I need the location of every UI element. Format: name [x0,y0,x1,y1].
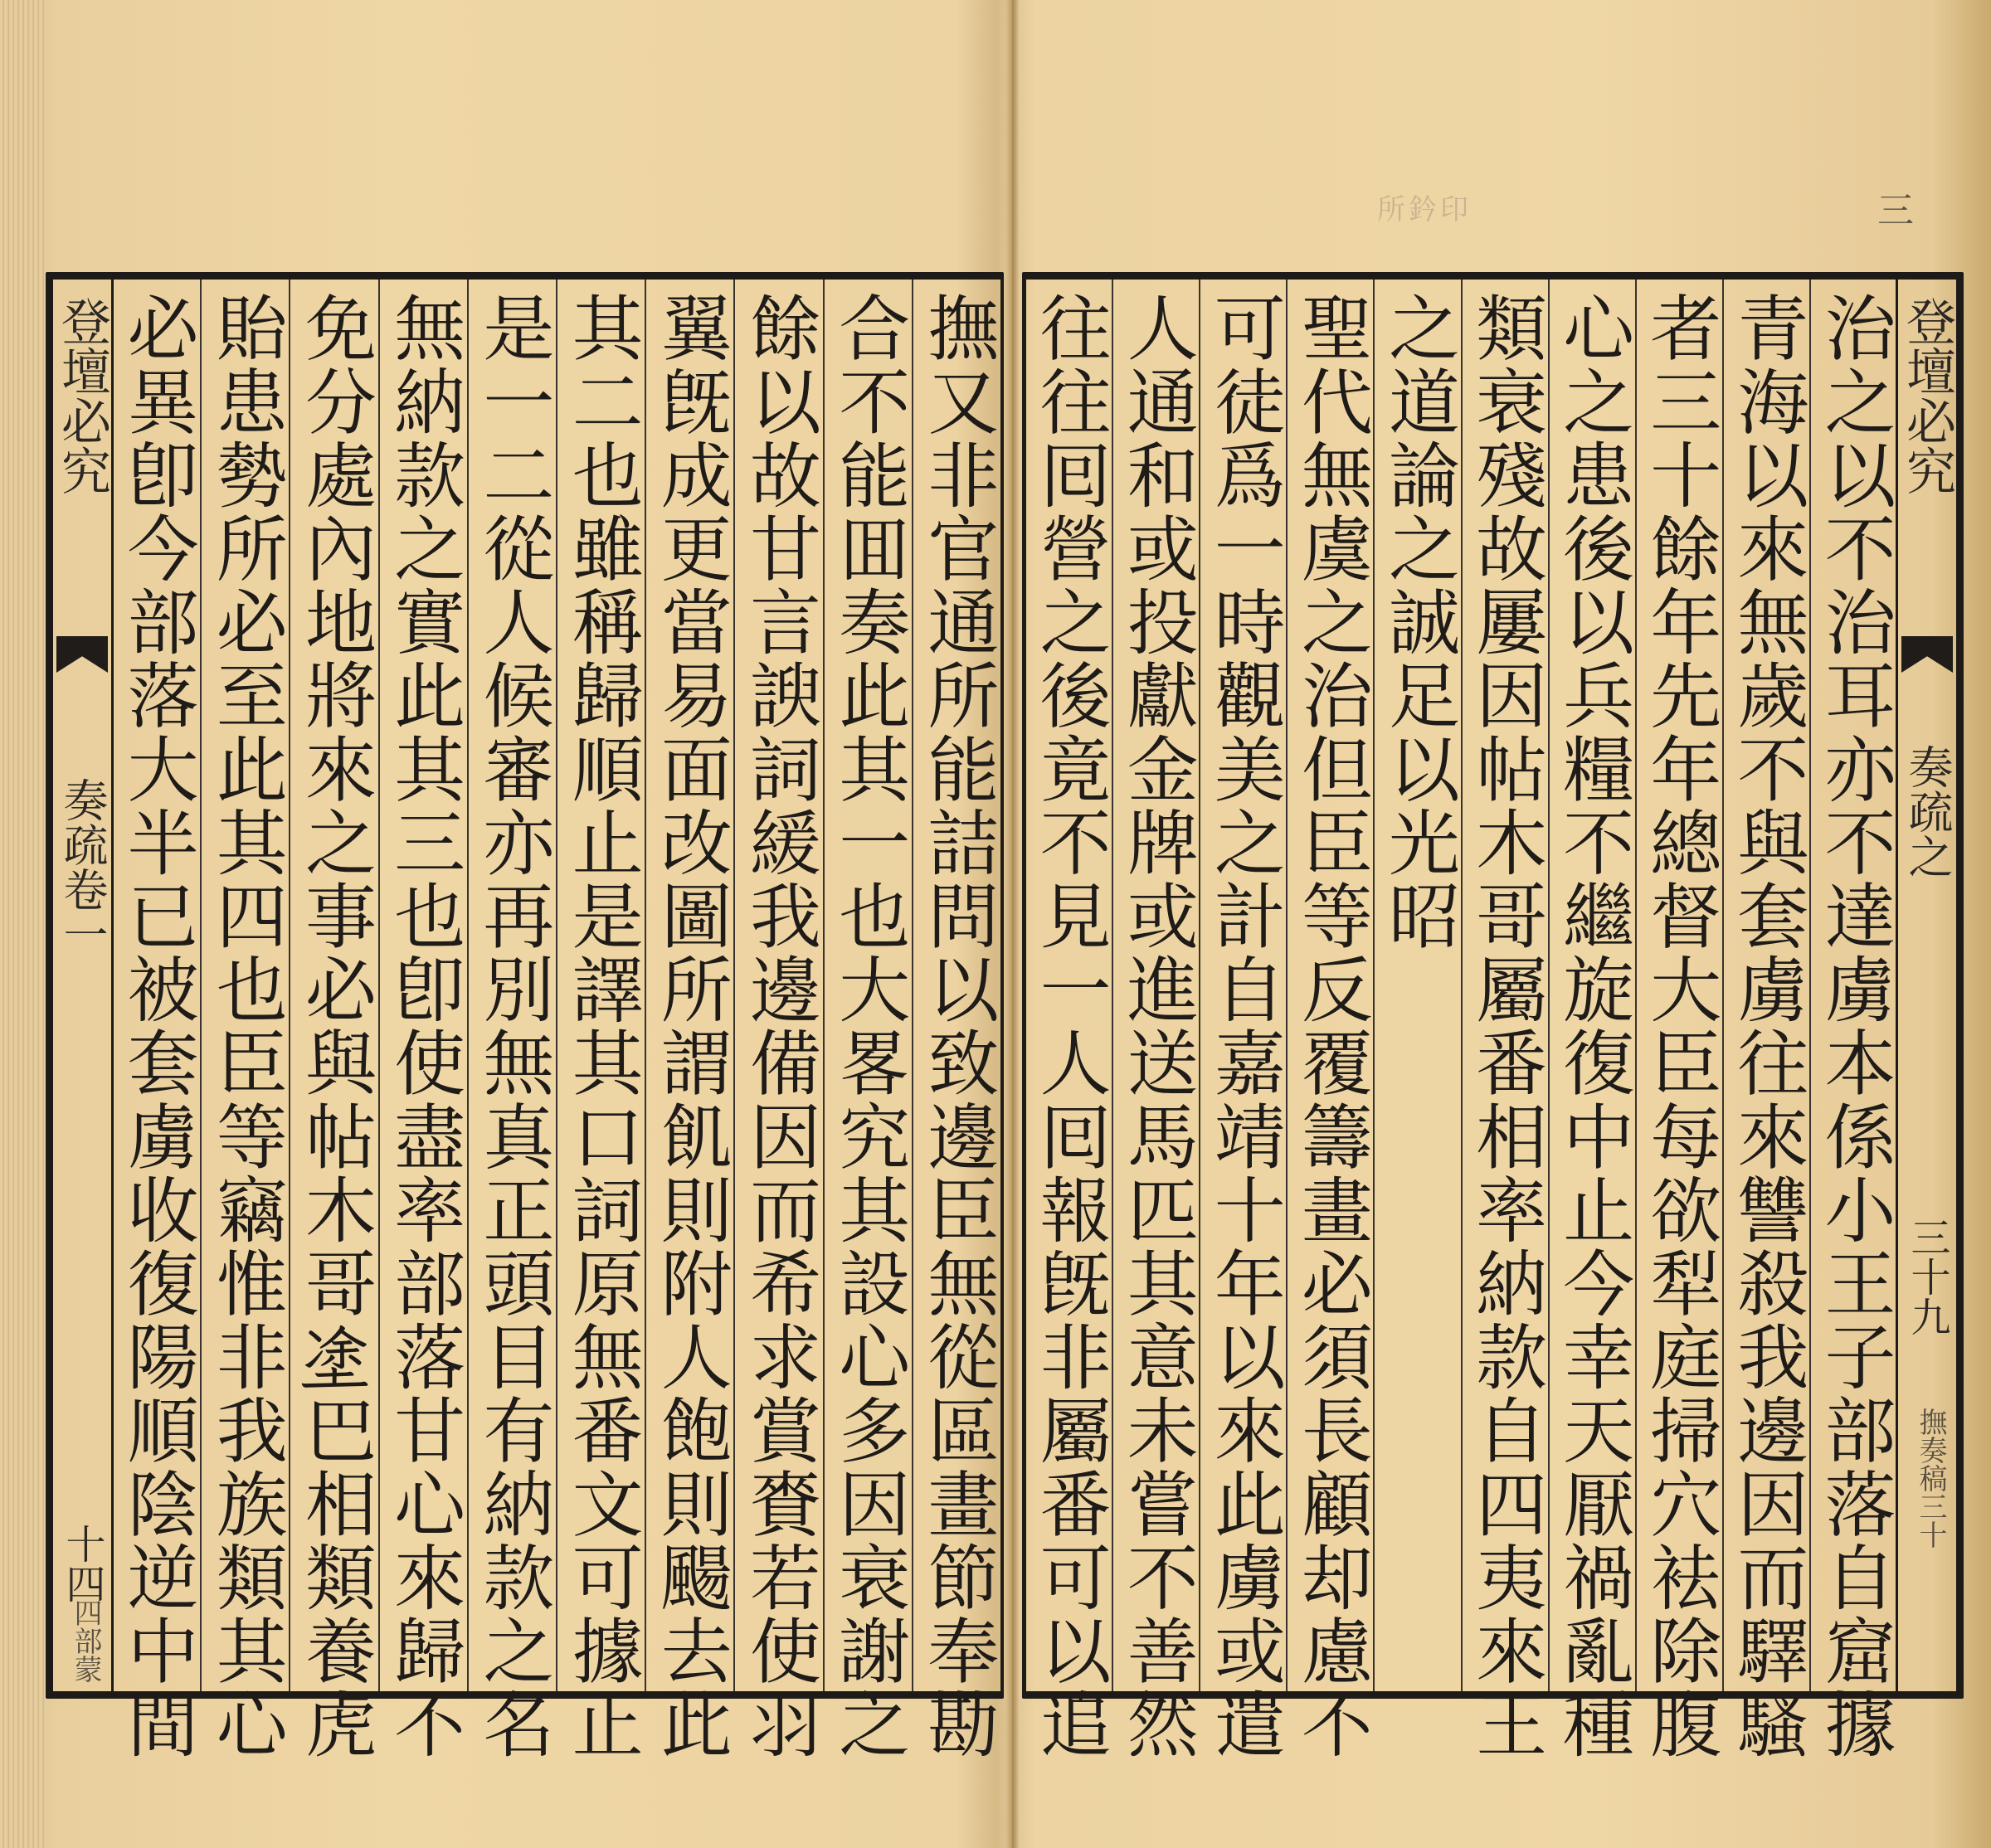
column-text: 貽患勢所必至此其四也臣等竊惟非我族類其心 [203,291,287,1761]
left-banxin-page: 十四 [59,1524,105,1603]
right-banxin-title: 登壇必究 [1898,296,1956,495]
column-text: 是一二從人候審亦再別無真正頭目有納款之名 [470,291,554,1761]
text-column [733,280,822,1761]
column-text: 合不能囬奏此其一也大畧究其設心多因衰謝之 [826,291,910,1761]
column-text: 必異卽今部落大半已被套虜收復陽順陰逆中間 [114,291,198,1761]
column-text: 餘以故甘言諛詞緩我邊備因而希求賞賚若使羽 [737,291,820,1761]
text-column [823,280,912,1761]
left-banxin-section: 奏疏卷一 [56,777,109,956]
column-text: 翼旣成更當易面改圖所謂飢則附人飽則颺去此 [648,291,732,1761]
text-column [556,280,645,1761]
right-page-frame [1022,272,1964,1761]
text-column [1199,280,1286,1761]
text-column [1635,280,1722,1761]
left-banxin-note: 四部蒙 [69,1598,102,1683]
left-banxin-title: 登壇必究 [53,296,111,495]
book-gutter [1005,0,1019,1848]
left-page-frame [46,272,1004,1761]
column-text: 之道論之誠足以光昭 [1375,291,1459,953]
text-column [1722,280,1809,1761]
top-marginal-note: 三 [1871,191,1913,227]
column-text: 無納款之實此其三也卽使盡率部落甘心來歸不 [382,291,465,1761]
text-column [645,280,733,1761]
text-column [289,280,377,1761]
left-text-columns [113,280,1000,1761]
faint-seal-stamp: 所鈐印 [1377,193,1472,226]
right-banxin-page: 三十九 [1904,1217,1950,1336]
column-text: 者三十餘年先年總督大臣每欲犁庭掃穴袪除腹 [1638,291,1721,1761]
text-column [1809,280,1896,1761]
right-fishtail-mark [1901,636,1953,673]
column-text: 撫又非官通所能詰問以致邊臣無從區畫節奉勘 [915,291,999,1761]
left-banxin [53,280,114,1691]
page-stack-edge [0,0,46,1848]
text-column [1026,280,1112,1761]
text-column [113,280,200,1761]
text-column [1548,280,1635,1761]
text-column [1461,280,1548,1761]
text-column [1286,280,1373,1761]
column-text: 青海以來無歲不與套虜往來讐殺我邊因而驛騷 [1725,291,1808,1761]
text-column [1373,280,1460,1691]
right-banxin-note: 撫奏稿三十 [1914,1408,1947,1549]
column-text: 往往囘營之後竟不見一人囘報旣非屬番可以追 [1027,291,1111,1761]
text-column [378,280,467,1761]
right-banxin [1896,280,1956,1691]
column-text: 治之以不治耳亦不達虜本係小王子部落自窟據 [1812,291,1896,1761]
column-text: 人通和或投獻金牌或進送馬匹其意未嘗不善然 [1114,291,1198,1761]
column-text: 類衰殘故屢因帖木哥屬番相率納款自四夷來王 [1463,291,1547,1761]
text-column [200,280,289,1761]
left-fishtail-mark [56,636,108,673]
column-text: 其二也雖稱歸順止是譯其口詞原無番文可據止 [559,291,643,1761]
column-text: 可徒爲一時觀美之計自嘉靖十年以來此虜或遣 [1201,291,1285,1761]
column-text: 免分處內地將來之事必與帖木哥𡍼巴相類養虎 [292,291,376,1761]
column-text: 聖代無虞之治但臣等反覆籌畫必須長顧却慮不 [1288,291,1372,1761]
right-banxin-section: 奏疏之 [1901,744,1954,878]
text-column [467,280,556,1761]
text-column [912,280,1000,1761]
text-column [1112,280,1199,1761]
right-text-columns [1026,280,1896,1761]
column-text: 心之患後以兵糧不繼旋復中止今幸天厭禍亂種 [1550,291,1634,1761]
